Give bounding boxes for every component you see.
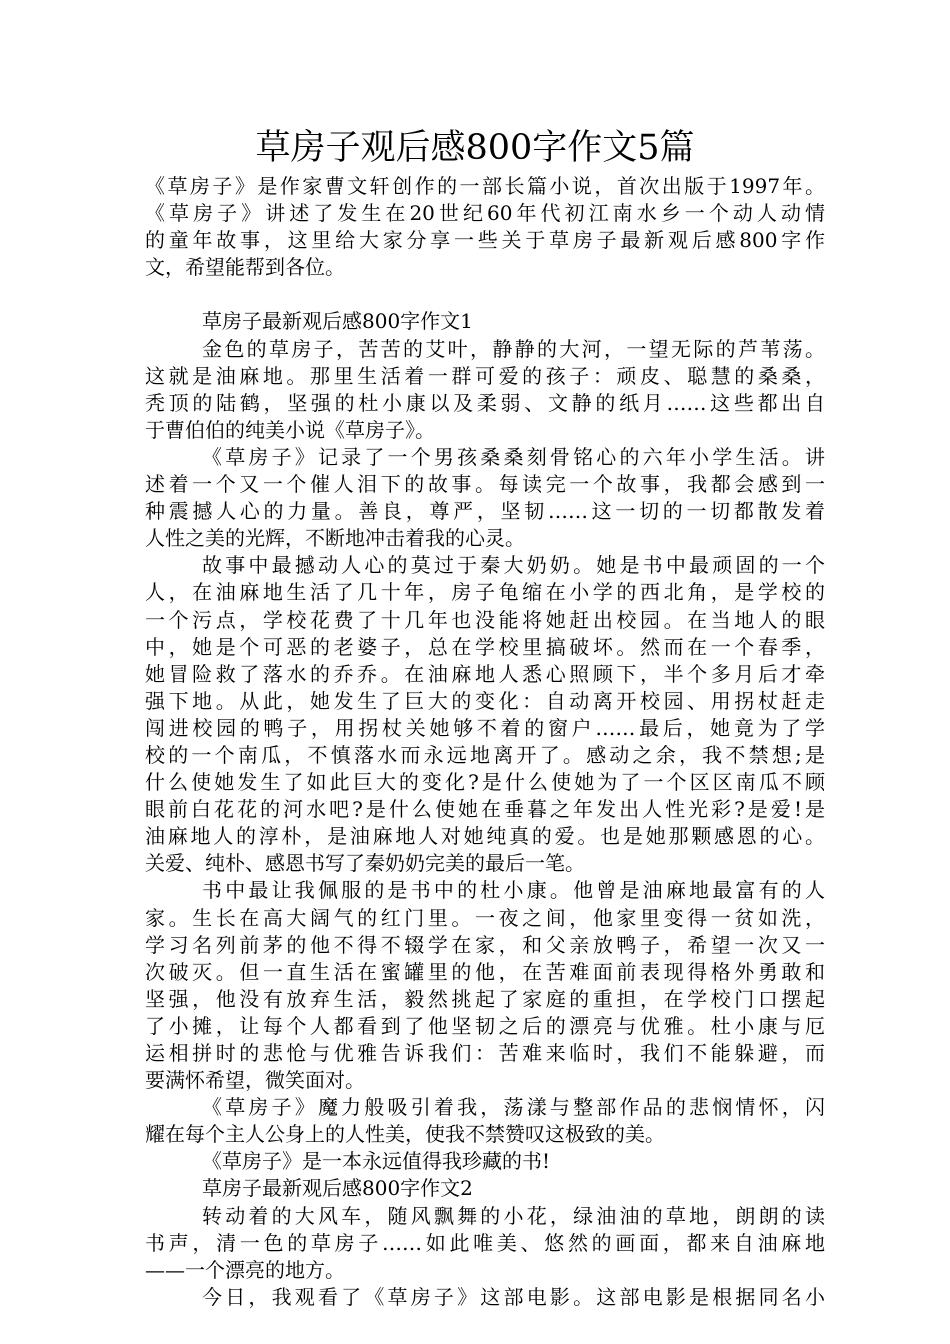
intro-paragraph (145, 173, 825, 281)
document-body (145, 173, 825, 1311)
text-line: 次破灭。但一直生活在蜜罐里的他，在苦难面前表现得格外勇敢和 (145, 959, 825, 984)
text-line: 述着一个又一个催人泪下的故事。每读完一个故事，我都会感到一 (145, 472, 825, 497)
text-line: 今日，我观看了《草房子》这部电影。这部电影是根据同名小 (202, 1284, 825, 1309)
text-line: 她冒险救了落水的乔乔。在油麻地人悉心照顾下，半个多月后才牵 (145, 661, 825, 686)
text-line: ——一个漂亮的地方。 (145, 1257, 345, 1282)
text-line: 秃顶的陆鹤，坚强的杜小康以及柔弱、文静的纸月……这些都出自 (145, 390, 825, 415)
text-line: 强下地。从此，她发生了巨大的变化：自动离开校园、用拐杖赶走 (145, 688, 825, 713)
text-line: 这就是油麻地。那里生活着一群可爱的孩子：顽皮、聪慧的桑桑， (145, 363, 825, 388)
body-paragraph (145, 552, 825, 877)
body-paragraph (145, 877, 825, 1094)
text-line: 闯进校园的鸭子，用拐杖关她够不着的窗户……最后，她竟为了学 (145, 715, 825, 740)
text-line: 了小摊，让每个人都看到了他坚韧之后的漂亮与优雅。杜小康与厄 (145, 1013, 825, 1038)
text-line: 坚强，他没有放弃生活，毅然挑起了家庭的重担，在学校门口摆起 (145, 986, 825, 1011)
body-paragraph (145, 336, 825, 444)
text-line: 《草房子》是作家曹文轩创作的一部长篇小说，首次出版于1997年。 (145, 174, 825, 198)
text-line: 草房子最新观后感800字作文2 (202, 1176, 473, 1201)
text-line: 《草房子》是一本永远值得我珍藏的书! (202, 1149, 551, 1174)
text-line: 《草房子》记录了一个男孩桑桑刻骨铭心的六年小学生活。讲 (202, 444, 825, 469)
text-line: 学习名列前茅的他不得不辍学在家，和父亲放鸭子，希望一次又一 (145, 932, 825, 957)
text-line: 的童年故事，这里给大家分享一些关于草房子最新观后感800字作 (145, 228, 825, 253)
text-line: 金色的草房子，苦苦的艾叶，静静的大河，一望无际的芦苇荡。 (202, 336, 825, 361)
body-paragraph (145, 1094, 825, 1148)
text-line: 要满怀希望，微笑面对。 (145, 1068, 365, 1093)
text-line: 人性之美的光辉，不断地冲击着我的心灵。 (145, 526, 525, 551)
text-line: 人，在油麻地生活了几十年，房子龟缩在小学的西北角，是学校的 (145, 580, 825, 605)
text-line: 种震撼人心的力量。善良，尊严，坚韧……这一切的一切都散发着 (145, 499, 825, 524)
text-line: 家。生长在高大阔气的红门里。一夜之间，他家里变得一贫如洗， (145, 905, 825, 930)
body-paragraph (145, 1203, 825, 1284)
text-line: 油麻地人的淳朴，是油麻地人对她纯真的爱。也是她那颗感恩的心。 (145, 824, 825, 849)
body-paragraph (145, 1148, 825, 1175)
text-line: 一个污点，学校花费了十几年也没能将她赶出校园。在当地人的眼 (145, 607, 825, 632)
text-line: 书声，清一色的草房子……如此唯美、悠然的画面，都来自油麻地 (145, 1230, 825, 1255)
text-line: 文，希望能帮到各位。 (145, 255, 345, 280)
text-line: 《草房子》魔力般吸引着我，荡漾与整部作品的悲悯情怀，闪 (202, 1095, 825, 1120)
text-line: 眼前白花花的河水吧?是什么使她在垂暮之年发出人性光彩?是爱!是 (145, 797, 825, 822)
section-heading (145, 308, 825, 335)
text-line: 《草房子》讲述了发生在20世纪60年代初江南水乡一个动人动情 (145, 201, 825, 226)
section-heading (145, 1175, 825, 1202)
body-paragraph (145, 1284, 825, 1311)
text-line: 草房子最新观后感800字作文1 (202, 309, 473, 334)
text-line: 中，她是个可恶的老婆子，总在学校里搞破坏。然而在一个春季， (145, 634, 825, 659)
text-line: 什么使她发生了如此巨大的变化?是什么使她为了一个区区南瓜不顾 (145, 770, 825, 795)
text-line: 运相拼时的悲怆与优雅告诉我们：苦难来临时，我们不能躲避，而 (145, 1041, 825, 1065)
text-line: 于曹伯伯的纯美小说《草房子》。 (145, 417, 435, 442)
text-line: 转动着的大风车，随风飘舞的小花，绿油油的草地，朗朗的读 (202, 1203, 825, 1228)
text-line: 耀在每个主人公身上的人性美，使我不禁赞叹这极致的美。 (145, 1122, 665, 1147)
text-line: 书中最让我佩服的是书中的杜小康。他曾是油麻地最富有的人 (202, 878, 825, 903)
text-line: 故事中最撼动人心的莫过于秦大奶奶。她是书中最顽固的一个 (202, 553, 825, 578)
text-line: 关爱、纯朴、感恩书写了秦奶奶完美的最后一笔。 (145, 851, 585, 876)
text-line: 校的一个南瓜，不慎落水而永远地离开了。感动之余，我不禁想;是 (145, 742, 825, 767)
body-paragraph (145, 444, 825, 552)
document-title: 草房子观后感800字作文5篇 (255, 128, 695, 168)
blank-line (145, 281, 825, 308)
